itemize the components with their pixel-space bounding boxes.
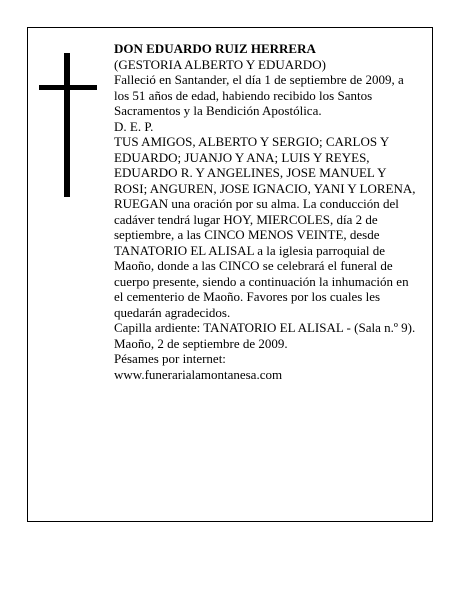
cross-icon-bar: [39, 85, 97, 90]
place-date: Maoño, 2 de septiembre de 2009.: [114, 335, 288, 351]
deceased-name: DON EDUARDO RUIZ HERRERA: [114, 41, 316, 56]
affiliation: (GESTORIA ALBERTO Y EDUARDO): [114, 56, 326, 72]
condolences-label: Pésames por internet:: [114, 351, 226, 366]
cross-icon: [64, 53, 70, 197]
death-statement: Falleció en Santander, el día 1 de septiembre de 2009, a los 51 años de edad, habiendo recibido los Santos Sacramentos y la Bendición Apostólica.: [114, 72, 404, 118]
mourners-list: TUS AMIGOS, ALBERTO Y SERGIO; CARLOS Y EDUARDO; JUANJO Y ANA; LUIS Y REYES, EDUARDO R. Y ANGELINES, JOSE MANUEL Y ROSI; ANGUREN, JOSE IGNACIO, YANI Y LORENA,: [114, 134, 416, 196]
website-link[interactable]: www.funerarialamontanesa.com: [114, 366, 283, 382]
dep-line: D. E. P.: [114, 118, 154, 134]
obituary-text: [114, 41, 419, 382]
funeral-details: RUEGAN una oración por su alma. La conducción del cadáver tendrá lugar HOY, MIERCOLES, día 2 de septiembre, a las CINCO MENOS VEINTE, desde TANATORIO EL ALISAL a la iglesia parroquial de Maoño, donde a las CINCO se celebrará el funeral de cuerpo presente, siendo a continuación la inhumación en el cementerio de Maoño. Favores por los cuales les quedarán agradecidos.: [114, 196, 409, 320]
chapel-info: Capilla ardiente: TANATORIO EL ALISAL - (Sala n.º 9).: [114, 320, 416, 335]
